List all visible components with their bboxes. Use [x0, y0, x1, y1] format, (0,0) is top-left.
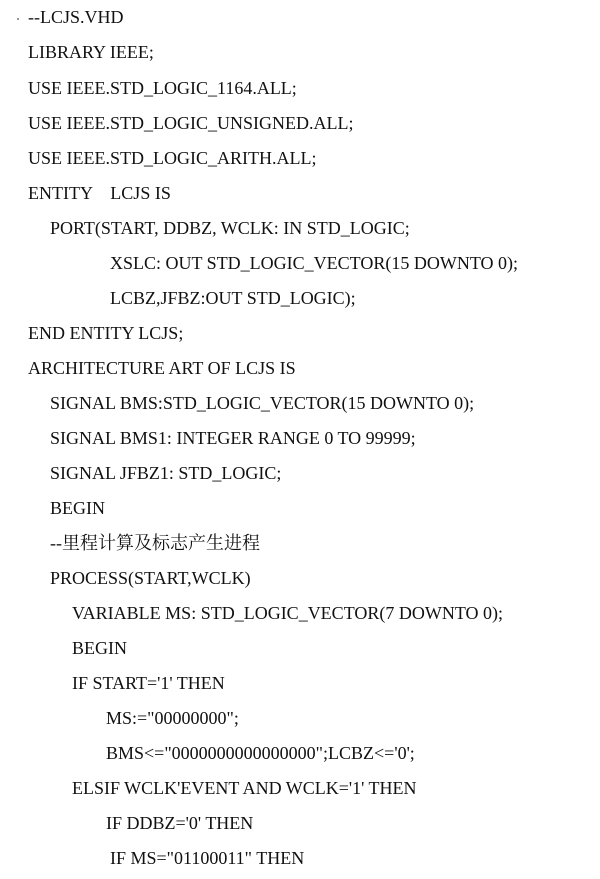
- code-line-23: ELSIF WCLK'EVENT AND WCLK='1' THEN: [72, 778, 417, 798]
- code-line-3: USE IEEE.STD_LOGIC_1164.ALL;: [28, 78, 297, 98]
- scan-speck: [17, 18, 19, 20]
- code-line-18: VARIABLE MS: STD_LOGIC_VECTOR(7 DOWNTO 0);: [72, 603, 504, 623]
- code-line-25: IF MS="01100011" THEN: [110, 848, 305, 868]
- code-line-10: END ENTITY LCJS;: [28, 323, 184, 343]
- code-line-11: ARCHITECTURE ART OF LCJS IS: [28, 358, 296, 378]
- code-line-9: LCBZ,JFBZ:OUT STD_LOGIC);: [110, 288, 356, 308]
- code-line-16: --里程计算及标志产生进程: [50, 533, 260, 553]
- code-line-14: SIGNAL JFBZ1: STD_LOGIC;: [50, 463, 282, 483]
- code-line-21: MS:="00000000";: [106, 708, 239, 728]
- code-line-12: SIGNAL BMS:STD_LOGIC_VECTOR(15 DOWNTO 0);: [50, 393, 475, 413]
- code-line-22: BMS<="0000000000000000";LCBZ<='0';: [106, 743, 415, 763]
- code-line-1: --LCJS.VHD: [28, 7, 124, 27]
- code-line-15: BEGIN: [50, 498, 105, 518]
- code-line-6: ENTITY LCJS IS: [28, 183, 171, 203]
- code-line-8: XSLC: OUT STD_LOGIC_VECTOR(15 DOWNTO 0);: [110, 253, 518, 273]
- code-line-19: BEGIN: [72, 638, 127, 658]
- code-line-13: SIGNAL BMS1: INTEGER RANGE 0 TO 99999;: [50, 428, 416, 448]
- code-line-17: PROCESS(START,WCLK): [50, 568, 251, 588]
- code-line-2: LIBRARY IEEE;: [28, 42, 154, 62]
- code-line-4: USE IEEE.STD_LOGIC_UNSIGNED.ALL;: [28, 113, 354, 133]
- code-line-24: IF DDBZ='0' THEN: [106, 813, 254, 833]
- code-line-20: IF START='1' THEN: [72, 673, 225, 693]
- code-line-5: USE IEEE.STD_LOGIC_ARITH.ALL;: [28, 148, 317, 168]
- code-line-7: PORT(START, DDBZ, WCLK: IN STD_LOGIC;: [50, 218, 410, 238]
